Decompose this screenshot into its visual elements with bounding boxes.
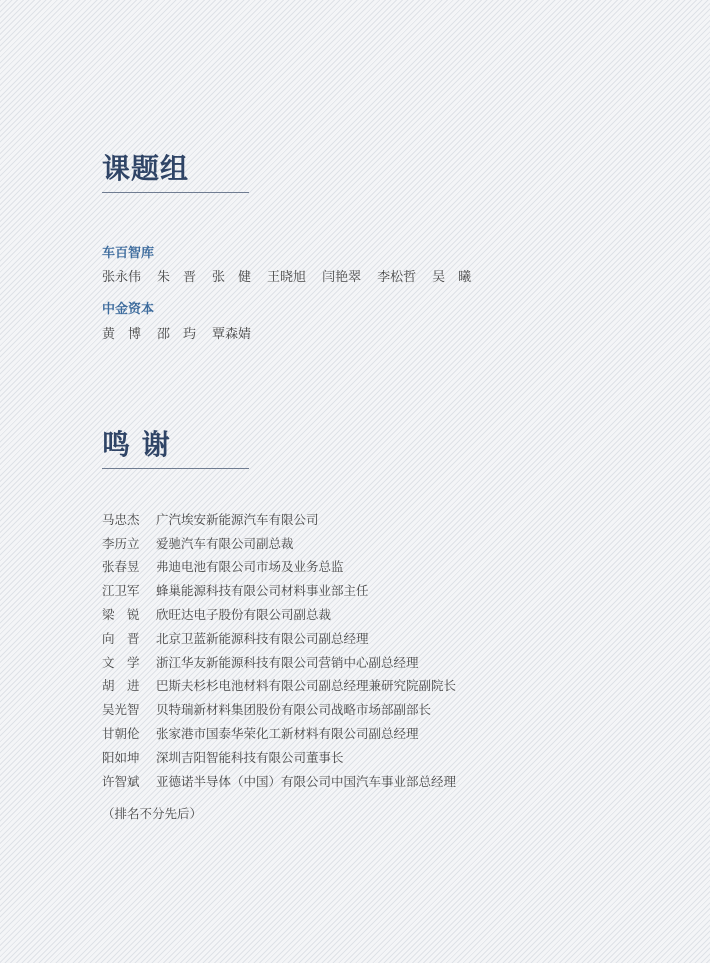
member-name: 闫艳翠	[322, 270, 362, 285]
ack-person-name: 吴光智	[102, 702, 140, 718]
research-group-title: 课题组	[102, 152, 190, 185]
ack-person-role: 蜂巢能源科技有限公司材料事业部主任	[156, 583, 369, 599]
member-name: 覃森婧	[212, 327, 252, 342]
ranking-note: （排名不分先后）	[102, 806, 203, 821]
ack-person-role: 张家港市国泰华荣化工新材料有限公司副总经理	[156, 726, 419, 742]
ack-person-role: 北京卫蓝新能源科技有限公司副总经理	[156, 630, 369, 646]
ack-row	[102, 674, 456, 698]
org-title-chebai: 车百智库	[102, 246, 155, 261]
ack-row	[102, 721, 456, 745]
member-name: 张 健	[212, 270, 252, 285]
ack-person-name: 阳如坤	[102, 749, 140, 765]
research-group-title-rule	[102, 192, 249, 193]
ack-row	[102, 745, 456, 769]
org-members-chebai	[102, 270, 487, 286]
ack-person-role: 浙江华友新能源科技有限公司营销中心副总经理	[156, 654, 419, 670]
ack-row	[102, 578, 456, 602]
member-name: 李松哲	[377, 270, 417, 285]
ack-person-name: 李历立	[102, 535, 140, 551]
ack-person-name: 胡 进	[102, 678, 140, 694]
member-name: 黄 博	[102, 327, 142, 342]
acknowledgements-title-rule	[102, 468, 249, 469]
ack-row	[102, 769, 456, 793]
ack-row	[102, 602, 456, 626]
ack-row	[102, 650, 456, 674]
acknowledgements-list	[102, 507, 456, 793]
ack-person-name: 梁 锐	[102, 607, 140, 623]
ack-person-role: 巴斯夫杉杉电池材料有限公司副总经理兼研究院副院长	[156, 678, 457, 694]
ack-person-role: 欣旺达电子股份有限公司副总裁	[156, 607, 332, 623]
ack-row	[102, 626, 456, 650]
ack-person-name: 江卫军	[102, 583, 140, 599]
ack-person-role: 广汽埃安新能源汽车有限公司	[156, 511, 319, 527]
ack-person-role: 弗迪电池有限公司市场及业务总监	[156, 559, 344, 575]
ack-person-role: 深圳吉阳智能科技有限公司董事长	[156, 749, 344, 765]
member-name: 邵 玙	[157, 327, 197, 342]
org-members-cicc	[102, 327, 267, 343]
ack-person-role: 爱驰汽车有限公司副总裁	[156, 535, 294, 551]
member-name: 吴 曦	[432, 270, 472, 285]
ack-person-name: 许智斌	[102, 773, 140, 789]
ack-person-name: 马忠杰	[102, 511, 140, 527]
ack-person-name: 向 晋	[102, 630, 140, 646]
ack-row	[102, 697, 456, 721]
ack-person-role: 贝特瑞新材料集团股份有限公司战略市场部副部长	[156, 702, 432, 718]
ack-row	[102, 507, 456, 531]
ack-person-name: 甘朝伦	[102, 726, 140, 742]
ack-person-name: 张春昱	[102, 559, 140, 575]
ack-row	[102, 531, 456, 555]
member-name: 张永伟	[102, 270, 142, 285]
acknowledgements-title: 鸣 谢	[102, 428, 171, 461]
ack-person-role: 亚德诺半导体（中国）有限公司中国汽车事业部总经理	[156, 773, 457, 789]
ack-person-name: 文 学	[102, 654, 140, 670]
member-name: 朱 晋	[157, 270, 197, 285]
org-title-cicc: 中金资本	[102, 302, 155, 317]
member-name: 王晓旭	[267, 270, 307, 285]
ack-row	[102, 555, 456, 579]
